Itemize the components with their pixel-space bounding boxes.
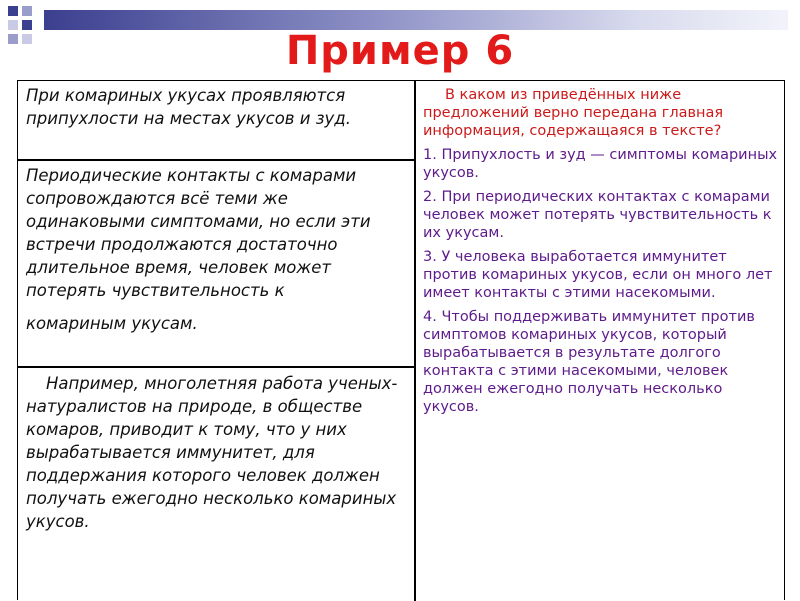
text-column: [18, 81, 414, 601]
slide-title: Пример 6: [285, 28, 515, 74]
text-block-example: Например, многолетняя работа ученых-натуралистов на природе, в обществе комаров, приводит к тому, что у них вырабатывается иммунитет, для поддержания которого человек должен получать ежегодно несколько комариных укусов.: [26, 374, 398, 531]
text-block-end: комариным укусам.: [26, 314, 198, 333]
answer-option-3: 3. У человека выработается иммунитет против комариных укусов, если он много лет имеет контакты с этими насекомыми.: [423, 249, 773, 301]
question-text: [423, 86, 781, 140]
column-divider: [414, 81, 416, 601]
text-block: [18, 369, 414, 601]
header-gradient-bar: [44, 10, 788, 30]
text-block: При комариных укусах проявляются припухлости на местах укусов и зуд.: [26, 86, 351, 128]
row-divider: [18, 366, 414, 368]
answer-option-2: 2. При периодических контактах с комарами человек может потерять чувствительность к их укусам.: [423, 189, 772, 241]
text-block: [18, 161, 414, 365]
content-table: [17, 80, 785, 600]
text-block-main: Периодические контакты с комарами сопровождаются всё теми же одинаковыми симптомами, но если эти встречи продолжаются достаточно длительное время, человек может потерять чувствительность к: [26, 166, 371, 300]
question-text-content: В каком из приведённых ниже предложений верно передана главная информация, содержащаяся в тексте?: [423, 87, 724, 139]
question-column: [423, 86, 781, 416]
answer-option-1: 1. Припухлость и зуд — симптомы комариных укусов.: [423, 147, 778, 181]
answer-option-4: 4. Чтобы поддерживать иммунитет против симптомов комариных укусов, который вырабатывается в результате долгого контакта с этими насекомыми, человек должен ежегодно получать несколько укусов.: [423, 309, 755, 415]
